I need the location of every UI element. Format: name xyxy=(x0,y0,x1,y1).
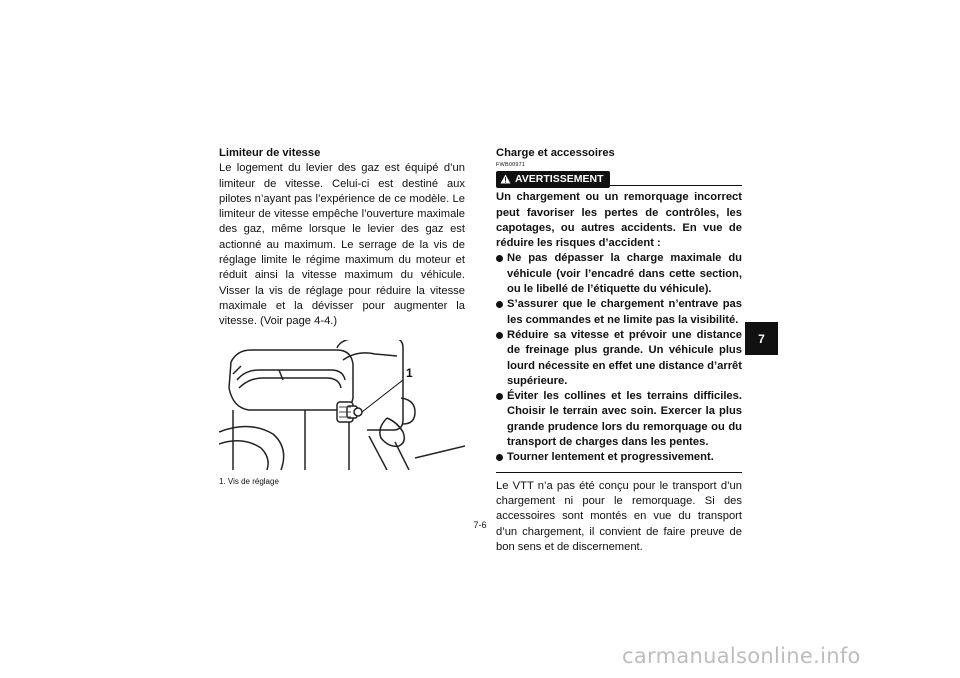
document-code: FWB00971 xyxy=(496,162,526,169)
warning-bullet-text: Éviter les collines et les terrains difficiles. Choisir le terrain avec soin. Exercer la plus grande prudence lors du remorquage ou du transport de charges dans les pentes. xyxy=(507,390,742,449)
throttle-figure xyxy=(219,340,465,470)
warning-bullet-text: Tourner lentement et progressivement. xyxy=(507,451,714,464)
warning-bullet-text: S’assurer que le chargement n’entrave pas les commandes et ne limite pas la visibilité. xyxy=(507,298,742,326)
section-heading-speed-limiter: Limiteur de vitesse xyxy=(219,147,321,159)
right-column xyxy=(496,146,742,555)
warning-body xyxy=(496,190,742,465)
bullet-dot-icon xyxy=(496,255,503,262)
warning-bullet-list xyxy=(496,251,742,465)
speed-limiter-paragraph xyxy=(219,161,465,329)
section-heading-loading: Charge et accessoires xyxy=(496,147,615,159)
warning-bullet xyxy=(496,450,742,465)
chapter-tab: 7 xyxy=(745,322,778,355)
warning-bullet-text: Réduire sa vitesse et prévoir une distance de freinage plus grande. Un véhicule plus lourd nécessite en effet une distance d’arrêt supérieure. xyxy=(507,328,742,387)
warning-bullet xyxy=(496,297,742,328)
bullet-dot-icon xyxy=(496,301,503,308)
warning-header-rule xyxy=(610,185,742,186)
speed-limiter-text: Le logement du levier des gaz est équipé d’un limiteur de vitesse. Celui-ci est destiné aux pilotes n’ayant pas l’expérience de ce modèle. Le limiteur de vitesse empêche l’ouverture maximale des gaz, même lorsque le levier des gaz est actionné au maximum. Le serrage de la vis de réglage limite le régime maximum du moteur et réduit ainsi la vitesse maximum du véhicule. Visser la vis de réglage pour réduire la vitesse maximale et la dévisser pour augmenter la vitesse. (Voir page 4-4.) xyxy=(219,162,465,328)
warning-triangle-icon xyxy=(500,174,511,184)
warning-bullet xyxy=(496,328,742,389)
figure-caption: 1. Vis de réglage xyxy=(219,476,279,486)
bullet-dot-icon xyxy=(496,332,503,339)
throttle-housing-illustration xyxy=(219,340,465,470)
loading-paragraph xyxy=(496,479,742,555)
site-watermark: carmanualsonline.info xyxy=(622,644,861,668)
bullet-dot-icon xyxy=(496,393,503,400)
figure-callout-number: 1 xyxy=(406,365,413,380)
loading-text: Le VTT n’a pas été conçu pour le transport d’un chargement ni pour le remorquage. Si des accessoires sont montés en vue du transport d’un chargement, il convient de faire preuve de bon sens et de discernement. xyxy=(496,479,742,553)
warning-header xyxy=(496,171,742,187)
warning-bullet xyxy=(496,251,742,297)
page-number: 7-6 xyxy=(473,520,487,530)
warning-bullet-text: Ne pas dépasser la charge maximale du véhicule (voir l’encadré dans cette section, ou le libellé de l’étiquette du véhicule). xyxy=(507,252,742,296)
warning-end-rule xyxy=(496,472,742,473)
warning-label: AVERTISSEMENT xyxy=(515,172,604,185)
bullet-dot-icon xyxy=(496,454,503,461)
warning-bullet xyxy=(496,389,742,450)
warning-intro: Un chargement ou un remorquage incorrect peut favoriser les pertes de contrôles, les capotages, ou autres accidents. En vue de réduire les risques d’accident : xyxy=(496,191,742,250)
warning-badge xyxy=(496,171,610,188)
left-column xyxy=(219,146,465,489)
